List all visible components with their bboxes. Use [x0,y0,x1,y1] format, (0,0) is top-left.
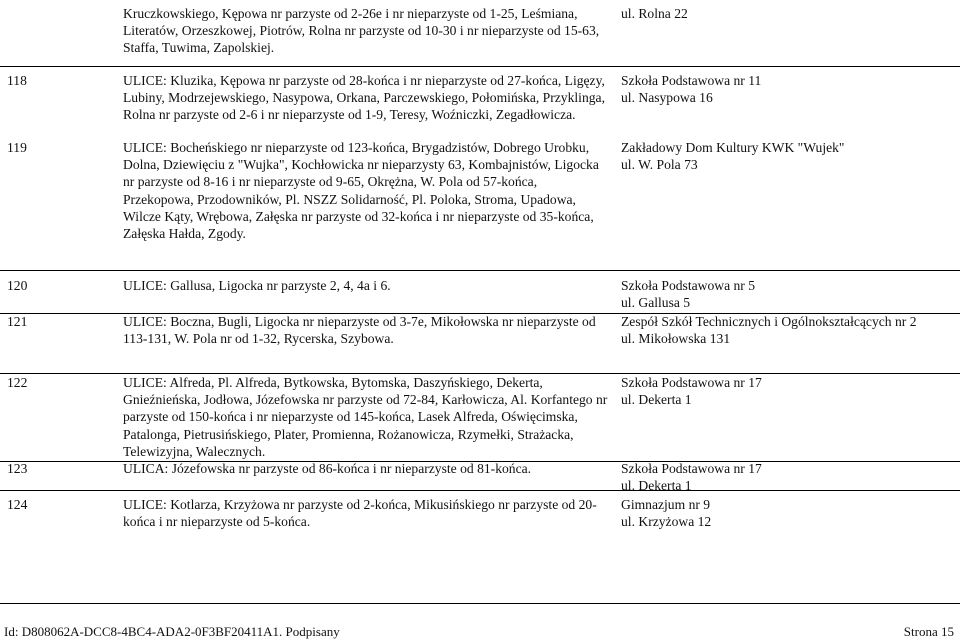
streets-cell: ULICE: Gallusa, Ligocka nr parzyste 2, 4, 4a i 6. [123,278,391,293]
polling-place-cell [621,496,959,530]
polling-place-address: ul. Mikołowska 131 [621,331,731,347]
polling-place-cell [621,460,959,494]
streets-cell: ULICE: Kotlarza, Krzyżowa nr parzyste od 2-końca, Mikusińskiego nr parzyste od 20-końca i nr nieparzyste od 5-końca. [123,497,597,530]
polling-place-address: ul. W. Pola 73 [621,157,698,173]
streets-cell: ULICE: Bocheńskiego nr nieparzyste od 123-końca, Brygadzistów, Dobrego Urobku, Dolna, Dziewięciu z "Wujka", Kochłowicka nr nieparzysty 63, Kombajnistów, Ligocka nr parzyste od 8-16 i nr nieparzyste od 9-65, Okrężna, W. Pola od 57-końca, Przekopowa, Przodowników, Pl. NSZZ Solidarność, Pl. Poloka, Stroma, Upadowa, Wilcze Kąty, Wrębowa, Załęska nr parzyste od 32-końca i nr nieparzyste od 35-końca, Załęska Hałda, Zgody. [123,140,599,242]
polling-place-cell [621,72,959,106]
row-divider [0,603,960,604]
polling-place-cell [621,313,959,347]
polling-place-address: ul. Nasypowa 16 [621,90,713,106]
district-number: 124 [7,497,28,512]
polling-place-cell [621,139,959,173]
page-number: Strona 15 [903,624,954,639]
polling-place-cell [621,5,959,22]
polling-place-address: ul. Gallusa 5 [621,295,691,311]
polling-place-name: Szkoła Podstawowa nr 11 [621,73,762,88]
polling-place-name: Szkoła Podstawowa nr 17 [621,461,762,476]
district-number: 122 [7,375,28,390]
streets-cell: ULICA: Józefowska nr parzyste od 86-końca i nr nieparzyste od 81-końca. [123,461,532,476]
district-number: 121 [7,314,28,329]
polling-place-name: Zespół Szkół Technicznych i Ogólnokształcących nr 2 [621,314,917,329]
row-divider [0,270,960,271]
polling-place-name: Szkoła Podstawowa nr 17 [621,375,762,390]
district-number: 118 [7,73,27,88]
streets-cell: Kruczkowskiego, Kępowa nr parzyste od 2-26e i nr nieparzyste od 1-25, Leśmiana, Literatów, Orzeszkowej, Piotrów, Rolna nr parzyste od 10-30 i nr nieparzyste od 15-63, Staffa, Tuwima, Zapolskiej. [123,6,600,56]
polling-place-name: Szkoła Podstawowa nr 5 [621,278,756,293]
district-number: 120 [7,278,28,293]
polling-place-address: ul. Rolna 22 [621,6,688,21]
district-number: 123 [7,461,28,476]
polling-place-address: ul. Dekerta 1 [621,478,692,494]
polling-place-name: Zakładowy Dom Kultury KWK "Wujek" [621,140,845,155]
streets-cell: ULICE: Kluzika, Kępowa nr parzyste od 28-końca i nr nieparzyste od 27-końca, Ligęzy, Lubiny, Modrzejewskiego, Nasypowa, Orkana, Parczewskiego, Połomińska, Przyklinga, Rolna nr parzyste od 2-6 i nr nieparzyste od 1-9, Teresy, Woźniczki, Zegadłowicza. [123,73,605,123]
district-number: 119 [7,140,27,155]
polling-place-address: ul. Dekerta 1 [621,392,692,408]
row-divider [0,66,960,67]
polling-place-cell [621,374,959,408]
document-id: Id: D808062A-DCC8-4BC4-ADA2-0F3BF20411A1. Podpisany [4,624,340,639]
streets-cell: ULICE: Boczna, Bugli, Ligocka nr nieparzyste od 3-7e, Mikołowska nr nieparzyste od 113-131, W. Pola nr od 1-32, Rycerska, Szybowa. [123,314,596,347]
page-footer [4,624,954,640]
polling-place-address: ul. Krzyżowa 12 [621,514,712,530]
polling-place-name: Gimnazjum nr 9 [621,497,711,512]
streets-cell: ULICE: Alfreda, Pl. Alfreda, Bytkowska, Bytomska, Daszyńskiego, Dekerta, Gnieźnieńska, Jodłowa, Józefowska nr parzyste od 72-84, Karłowicza, Al. Korfantego nr parzyste od 150-końca i nr nieparzyste od 145-końca, Lasek Alfreda, Oświęcimska, Patalonga, Pietrusińskiego, Plater, Promienna, Rożanowicza, Rzymełki, Strażacka, Telewizyjna, Walecznych. [123,375,608,459]
polling-place-cell [621,277,959,311]
